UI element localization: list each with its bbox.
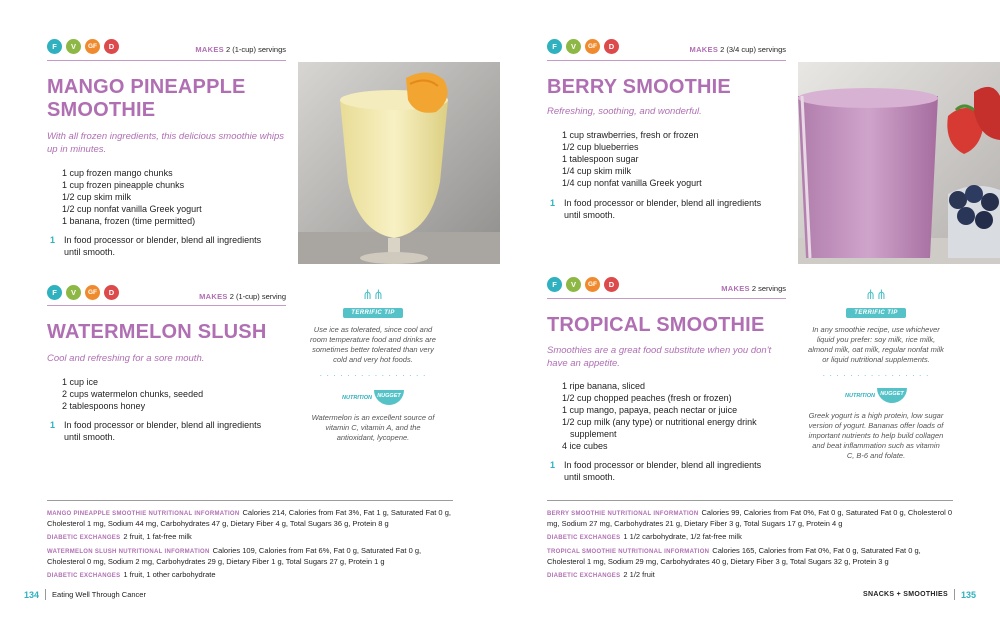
nutrition-text: Calories 165, Calories from Fat 0%, Fat 0 g, Saturated Fat 0 g, Cholesterol 1 mg, Sodium 29 mg, Carbohydrates 40 g, Dietary Fiber 3 g, Total Sugars 32 g, Protein 3 g bbox=[547, 546, 921, 566]
nutrition-nugget-icon bbox=[845, 388, 907, 403]
nutrition-label: DIABETIC EXCHANGES bbox=[547, 535, 621, 541]
terrific-tip bbox=[310, 289, 436, 443]
mango-ingredients bbox=[62, 167, 290, 227]
ingredient: 1/2 cup chopped peaches (fresh or frozen) bbox=[562, 393, 732, 403]
nutrition-text: 1 fruit, 1 other carbohydrate bbox=[123, 570, 216, 579]
tropical-ingredients bbox=[562, 380, 776, 452]
ingredient: 1 cup strawberries, fresh or frozen bbox=[562, 130, 699, 140]
mango-step bbox=[50, 234, 280, 258]
mango-diet-badges bbox=[47, 39, 119, 54]
mango-subtitle: With all frozen ingredients, this delicious smoothie whips up in minutes. bbox=[47, 131, 284, 155]
page-number: 134 bbox=[24, 589, 40, 600]
makes-label: MAKES bbox=[689, 45, 719, 54]
badge-freezable: F bbox=[547, 39, 562, 54]
nutrition-text: 2 fruit, 1 fat-free milk bbox=[123, 532, 192, 541]
right-footer bbox=[863, 589, 976, 600]
utensils-icon: ⋔⋔ bbox=[865, 287, 887, 302]
nutrition-entry bbox=[47, 546, 457, 567]
makes-label: MAKES bbox=[195, 45, 224, 54]
badge-freezable: F bbox=[547, 277, 562, 292]
badge-vegetarian: V bbox=[566, 39, 581, 54]
nutrition-nugget-icon bbox=[342, 390, 404, 405]
nutrition-label: DIABETIC EXCHANGES bbox=[47, 573, 121, 579]
nugget-label: NUTRITION bbox=[845, 392, 875, 399]
section-name: SNACKS + SMOOTHIES bbox=[863, 591, 948, 598]
nutrition-entry bbox=[47, 570, 457, 581]
nutrition-text: Calories 109, Calories from Fat 6%, Fat 0 g, Saturated Fat 0 g, Cholesterol 0 mg, Sodium 2 mg, Carbohydrates 29 g, Dietary Fiber 1 g, Total Sugars 27 g, Protein 1 g bbox=[47, 546, 422, 566]
nutrition-entry bbox=[547, 532, 957, 543]
badge-gluten-free: GF bbox=[85, 39, 100, 54]
nutrition-text: 1 1/2 carbohydrate, 1/2 fat-free milk bbox=[623, 532, 742, 541]
ingredient: 1 cup frozen mango chunks bbox=[62, 168, 173, 178]
nutrition-text: Calories 214, Calories from Fat 3%, Fat 1 g, Saturated Fat 0 g, Cholesterol 1 mg, Sodium 44 mg, Carbohydrates 47 g, Dietary Fiber 4 g, Total Sugars 36 g, Protein 8 g bbox=[47, 508, 451, 528]
makes-label: MAKES bbox=[199, 292, 228, 301]
nutrition-entry bbox=[47, 532, 457, 543]
tropical-diet-badges bbox=[547, 277, 619, 292]
nutrition-entry bbox=[547, 508, 957, 529]
nutrition-entry bbox=[547, 546, 957, 567]
nutrition-label: MANGO PINEAPPLE SMOOTHIE NUTRITIONAL INFORMATION bbox=[47, 511, 240, 517]
terrific-tip bbox=[808, 289, 944, 461]
watermelon-subtitle: Cool and refreshing for a sore mouth. bbox=[47, 353, 205, 364]
left-nutrition-info bbox=[47, 508, 457, 584]
divider bbox=[547, 500, 953, 501]
right-nutrition-info bbox=[547, 508, 957, 584]
nutrition-label: TROPICAL SMOOTHIE NUTRITIONAL INFORMATION bbox=[547, 549, 710, 555]
badge-gluten-free: GF bbox=[85, 285, 100, 300]
badge-vegetarian: V bbox=[66, 285, 81, 300]
step-number: 1 bbox=[50, 420, 56, 430]
divider bbox=[47, 305, 286, 306]
footer-separator bbox=[954, 589, 955, 600]
watermelon-step bbox=[50, 419, 280, 443]
step-number: 1 bbox=[550, 198, 556, 208]
step-text: In food processor or blender, blend all ingredients until smooth. bbox=[564, 460, 762, 482]
step-number: 1 bbox=[50, 235, 56, 245]
nutrition-label: WATERMELON SLUSH NUTRITIONAL INFORMATION bbox=[47, 549, 210, 555]
ingredient: 1/4 cup nonfat vanilla Greek yogurt bbox=[562, 178, 702, 188]
ingredient: 1/4 cup skim milk bbox=[562, 166, 632, 176]
badge-gluten-free: GF bbox=[585, 277, 600, 292]
tropical-step bbox=[550, 459, 780, 483]
nutrition-label: BERRY SMOOTHIE NUTRITIONAL INFORMATION bbox=[547, 511, 699, 517]
ingredient: 1/2 cup blueberries bbox=[562, 142, 639, 152]
book-title: Eating Well Through Cancer bbox=[52, 590, 146, 599]
ingredient: 1 cup mango, papaya, peach nectar or juice bbox=[562, 405, 738, 415]
ingredient: 1 cup ice bbox=[62, 377, 99, 387]
berry-ingredients bbox=[562, 129, 702, 189]
footer-separator bbox=[45, 589, 46, 600]
badge-gluten-free: GF bbox=[585, 39, 600, 54]
badge-freezable: F bbox=[47, 39, 62, 54]
ingredient: 1 banana, frozen (time permitted) bbox=[62, 216, 196, 226]
step-text: In food processor or blender, blend all ingredients until smooth. bbox=[564, 198, 762, 220]
badge-vegetarian: V bbox=[566, 277, 581, 292]
mango-title bbox=[47, 76, 246, 122]
tropical-servings bbox=[721, 284, 786, 293]
step-text: In food processor or blender, blend all ingredients until smooth. bbox=[64, 235, 262, 257]
watermelon-servings bbox=[199, 292, 286, 301]
terrific-tip-banner: TERRIFIC TIP bbox=[343, 308, 402, 318]
ingredient: 1/2 cup nonfat vanilla Greek yogurt bbox=[62, 204, 202, 214]
page-number: 135 bbox=[960, 589, 976, 600]
badge-freezable: F bbox=[47, 285, 62, 300]
nutrition-label: DIABETIC EXCHANGES bbox=[547, 573, 621, 579]
nutrition-entry bbox=[47, 508, 457, 529]
nutrition-text: 2 1/2 fruit bbox=[623, 570, 655, 579]
right-page bbox=[500, 0, 1000, 625]
tropical-title: TROPICAL SMOOTHIE bbox=[547, 314, 765, 336]
nugget-text: Watermelon is an excellent source of vitamin C, vitamin A, and the antioxidant, lycopene. bbox=[311, 413, 435, 442]
left-footer bbox=[24, 589, 146, 600]
nutrition-entry bbox=[547, 570, 957, 581]
nugget-text: Greek yogurt is a high protein, low sugar version of yogurt. Bananas offer loads of important nutrients to help build collagen and beat inflammation such as vitamin C, B-6 and folate. bbox=[808, 411, 944, 460]
berry-smoothie-photo bbox=[798, 62, 1000, 264]
ingredient: 2 cups watermelon chunks, seeded bbox=[62, 389, 204, 399]
mango-servings bbox=[195, 45, 286, 54]
ingredient: 4 ice cubes bbox=[562, 441, 608, 451]
divider bbox=[547, 298, 786, 299]
badge-diabetic: D bbox=[104, 285, 119, 300]
tropical-subtitle: Smoothies are a great food substitute when you don't have an appetite. bbox=[547, 345, 772, 369]
terrific-tip-banner: TERRIFIC TIP bbox=[846, 308, 905, 318]
tip-text: In any smoothie recipe, use whichever liquid you prefer: soy milk, rice milk, almond milk, oat milk, regular nonfat milk or liquid nutritional supplements. bbox=[808, 325, 944, 364]
ingredient: 1 ripe banana, sliced bbox=[562, 381, 646, 391]
ingredient: 1/2 cup skim milk bbox=[62, 192, 132, 202]
ingredient: 1 cup frozen pineapple chunks bbox=[62, 180, 185, 190]
divider bbox=[47, 500, 453, 501]
dotted-divider: · · · · · · · · · · · · · · · · bbox=[822, 371, 930, 380]
watermelon-diet-badges bbox=[47, 285, 119, 300]
berry-diet-badges bbox=[547, 39, 619, 54]
nutrition-text: Calories 99, Calories from Fat 0%, Fat 0 g, Saturated Fat 0 g, Cholesterol 0 mg, Sodium 27 mg, Carbohydrates 21 g, Dietary Fiber 3 g, Total Sugars 17 g, Protein 4 g bbox=[547, 508, 953, 528]
divider bbox=[47, 60, 286, 61]
mango-smoothie-photo bbox=[298, 62, 500, 264]
berry-servings bbox=[690, 45, 786, 54]
nutrition-label: DIABETIC EXCHANGES bbox=[47, 535, 121, 541]
tip-text: Use ice as tolerated, since cool and room temperature food and drinks are sometimes better tolerated than very cold and very hot foods. bbox=[310, 325, 436, 364]
title-line: SMOOTHIE bbox=[47, 99, 156, 121]
dotted-divider: · · · · · · · · · · · · · · · · bbox=[319, 371, 427, 380]
watermelon-ingredients bbox=[62, 376, 203, 412]
makes-value: 2 (1-cup) serving bbox=[229, 292, 286, 301]
step-text: In food processor or blender, blend all ingredients until smooth. bbox=[64, 420, 262, 442]
badge-diabetic: D bbox=[104, 39, 119, 54]
nugget-bowl-icon: NUGGET bbox=[374, 390, 404, 405]
divider bbox=[547, 60, 786, 61]
berry-subtitle: Refreshing, soothing, and wonderful. bbox=[547, 106, 702, 117]
utensils-icon: ⋔⋔ bbox=[362, 287, 384, 302]
badge-vegetarian: V bbox=[66, 39, 81, 54]
watermelon-title: WATERMELON SLUSH bbox=[47, 321, 267, 343]
step-number: 1 bbox=[550, 460, 556, 470]
makes-value: 2 servings bbox=[751, 284, 786, 293]
badge-diabetic: D bbox=[604, 277, 619, 292]
makes-value: 2 (3/4 cup) servings bbox=[720, 45, 786, 54]
makes-value: 2 (1-cup) servings bbox=[225, 45, 286, 54]
makes-label: MAKES bbox=[721, 284, 750, 293]
title-line: MANGO PINEAPPLE bbox=[47, 76, 246, 98]
ingredient: 1/2 cup milk (any type) or nutritional energy drink supplement bbox=[562, 417, 757, 439]
nugget-bowl-icon: NUGGET bbox=[877, 388, 907, 403]
badge-diabetic: D bbox=[604, 39, 619, 54]
berry-title: BERRY SMOOTHIE bbox=[547, 76, 731, 98]
ingredient: 2 tablespoons honey bbox=[62, 401, 146, 411]
nugget-label: NUTRITION bbox=[342, 394, 372, 401]
berry-step bbox=[550, 197, 780, 221]
ingredient: 1 tablespoon sugar bbox=[562, 154, 639, 164]
